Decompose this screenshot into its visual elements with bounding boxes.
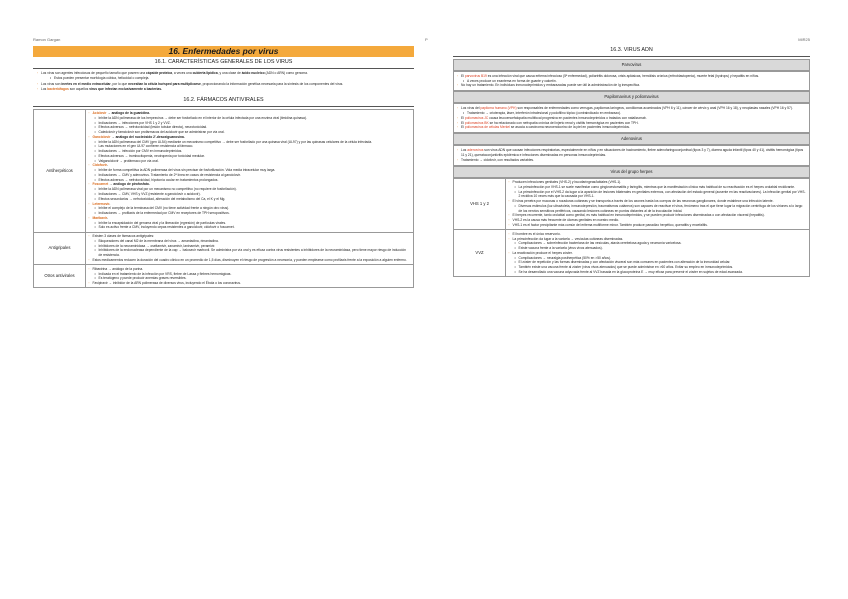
sub-bullet: • Solo es activo frente a CMV, incluyendo cepas resistentes a ganciclovir, cidofovir o foscarnet.	[89, 225, 411, 230]
morphology-note: • Estos pueden presentar morfología cúbica, helicoidal o compleja.	[37, 76, 414, 81]
bullet-item: · VHS-1 es el factor precipitante más común del eritema multiforme minor. También produce panadizo herpético, queratitis y encefalitis.	[509, 223, 807, 228]
sub-bullet: • Indicaciones → infección por CMV en inmunodeprimidos.	[89, 149, 411, 154]
sub-bullet: • También existe una vacuna frente al zóster (virus vivos atenuados) que se puede administrar en >60 años. Evitar su empleo en inmunodeprimidos.	[509, 265, 807, 270]
bullet-item: · Existen 3 clases de fármacos antigripales:	[89, 234, 411, 239]
papilloma-line-2: • Tratamiento → crioterapia, láser, interferón intralesional y podofilino tópico (contraindicado en embarazo).	[457, 111, 806, 116]
herpes-content	[506, 230, 810, 277]
antiviral-content	[86, 109, 414, 232]
sub-bullet: • Efectos adversos → nefrotoxicidad, hipotonía ocular en tratamientos prolongados.	[89, 178, 411, 183]
sub-bullet: • Inhibe la ADN polimerasa del CMV (gen UL54) mediante un mecanismo competitivo → debe ser fosforilado por una quinasa viral (UL97) y por las quinasas celulares de la célula infectada.	[89, 140, 411, 145]
sub-bullet: • Efectos secundarios → nefrotoxicidad, alteración del metabolismo del Ca, el K y el Mg.	[89, 197, 411, 202]
drug-name: Letermovir	[92, 201, 110, 206]
adenovirus-box	[453, 145, 810, 165]
sub-bullet: • La primoinfección por el VHS-2 da lugar a la aparición de lesiones bilaterales en genitales externos, con afectación del estado general (ausente en las reactivaciones). La infección genital por VHS-2 recidiva 10 veces más que la causada por VHS-1.	[509, 190, 807, 200]
left-running-header: Ramon Gargan	[33, 37, 61, 42]
bullet-item: · El hombre es el único reservorio.	[509, 232, 807, 237]
sub-bullet: • Efectos adversos → trombocitopenia, neutropenia por toxicidad medular.	[89, 154, 411, 159]
sub-bullet: • Valganciclovir → profármaco por vía oral.	[89, 159, 411, 164]
papilloma-band: Papilomavirus y poliomavirus	[453, 91, 810, 103]
parvovirus-line-2: • A veces produce un exantema en forma de guante y calcetín.	[457, 79, 806, 84]
bullet-item: · Ribavirina → análogo de la purina.	[89, 267, 411, 272]
sub-bullet: • Se ha desarrollado una vacuna adyuvada frente al VVZ basada en la glucoproteína E → muy eficaz para prevenir el zóster en sujetos de edad avanzada.	[509, 270, 807, 275]
sub-bullet: • Inhibe la ADN polimerasa de los herpesvirus → debe ser fosforilado en el interior de la célula infectada por una enzima viral (timidina quinasa).	[89, 116, 411, 121]
papilloma-line-1: · Los virus del papiloma humano (VPH) son responsables de enfermedades como verrugas, papilomas laríngeos, condilomas acuminados (VPH 6 y 11), cáncer de cérvix y anal (VPH 16 y 18), y neoplasias nasales (VPH 16 y 57).	[457, 106, 806, 111]
drug-class: .	[106, 163, 108, 168]
antiviral-content	[86, 265, 414, 288]
drug-name: Foscarnet	[92, 182, 109, 187]
antiviral-row	[34, 265, 414, 288]
sub-bullet: • Inhibe de forma competitiva la ADN polimerasa del virus sin precisar de fosforilización. Vida media intracelular muy larga.	[89, 168, 411, 173]
herpes-row	[454, 230, 810, 277]
bullet-item: · VHS-2 es la causa más frecuente de úlceras genitales en nuestro medio.	[509, 218, 807, 223]
antiviral-row	[34, 109, 414, 232]
bullet-item: · La reactivación produce el herpes zóster.	[509, 251, 807, 256]
drug-name: Maribavir	[92, 215, 107, 220]
parvovirus-band: Parvovirus	[453, 59, 810, 71]
sub-bullet: • Bloqueadores del canal M2 de la membrana del virus → amantadina, rimantadina.	[89, 239, 411, 244]
sub-bullet: • Indicada en el tratamiento de la infección por VRS, fiebre de Lassa y fiebres hemorrágicas.	[89, 272, 411, 277]
adenovirus-line-1: · Los adenovirus son virus ADN que causan infecciones respiratorias, especialmente en niños y en situaciones de hacinamiento, fiebre adenofaringoconjuntival (tipos 3 y 7), diarrea aguda infantil (tipos 40 y 41), cistitis hemorrágica (tipos 11 y 21), queratoconjuntivitis epidémica e infecciones diseminadas en personas inmunodeprimidas.	[457, 148, 806, 158]
papilloma-box	[453, 103, 810, 133]
antiviral-category: Antiherpéticos	[34, 109, 86, 232]
papilloma-line-4: · El poliomavirus BK se ha relacionado con nefropatía crónica del injerto renal y cistitis hemorrágica en pacientes con TPH.	[457, 121, 806, 126]
drug-name: Cidofovir	[92, 163, 107, 168]
antiviral-content	[86, 232, 414, 265]
antiviral-row	[34, 232, 414, 265]
sub-bullet: • Indicaciones → CMV y adenovirus. Tratamiento de 2ª línea en casos de resistencia al ganciclovir.	[89, 173, 411, 178]
herpes-band: Virus del grupo herpes	[453, 166, 810, 178]
adenovirus-band: Adenovirus	[453, 133, 810, 145]
bacteriophage-paragraph: · Los bacteriófagos son aquellos virus que infectan exclusivamente a bacterias.	[37, 87, 414, 92]
drug-name: Aciclovir	[92, 111, 107, 115]
antiviral-category: Otros antivirales	[34, 265, 86, 288]
chapter-title: 16. Enfermedades por virus	[33, 46, 414, 57]
herpes-content	[506, 178, 810, 230]
sub-bullet: • El zóster de repetición y las formas diseminadas y con afectación visceral son más comunes en pacientes con alteración de la inmunidad celular.	[509, 260, 807, 265]
parvovirus-box	[453, 71, 810, 91]
sub-bullet: • Inhibe el complejo de la terminasa del CMV (no tiene actividad frente a ningún otro virus).	[89, 206, 411, 211]
herpes-category: VHS 1 y 2	[454, 178, 506, 230]
papilloma-line-5: · El poliomavirus de células Merkel se asocia a carcinoma neuroendocrino de la piel en pacientes inmunodeprimidos.	[457, 125, 806, 130]
right-page	[424, 0, 848, 599]
herpes-row	[454, 178, 810, 230]
antiviral-drugs-table	[33, 109, 414, 289]
right-page-marker: P	[425, 37, 428, 42]
bullet-item: · Producen infecciones genitales (VHS-2) y bucofaríngeas/labiales (VHS-1).	[509, 180, 807, 185]
sub-bullet: • Complicaciones → neuralgia postherpética (50% en >50 años).	[509, 256, 807, 261]
sub-bullet: • Inhibidores de la endonucleasa dependiente de la cap → baloxavir marboxil. Se administra por vía oral y es eficaz contra virus resistentes a inhibidores de la neuraminidasa, pero tiene mayor riesgo de inducción de resistencia.	[89, 248, 411, 258]
sub-bullet: • Inhibe la ADN polimerasa viral por un mecanismo no competitivo (no requiere de fosforilación).	[89, 187, 411, 192]
sub-bullet: • Existe vacuna frente a la varicela (virus vivos atenuados).	[509, 246, 807, 251]
bullet-item: · La primoinfección da lugar a la varicela → vesículas cutáneas diseminadas.	[509, 237, 807, 242]
virus-definition-paragraph: · Los virus son agentes infecciosos de pequeño tamaño que poseen una cápside proteica, a veces una cubierta lipídica, y una clase de ácido nucleico (ADN o ARN) como genoma.	[37, 71, 414, 76]
drug-class: .	[106, 215, 108, 220]
sub-bullet: • Indicaciones → CMV, VHS y VVZ (resistente a ganciclovir o aciclovir).	[89, 192, 411, 197]
sub-bullet: • Indicaciones → profilaxis de la enfermedad por CMV en receptores de TPH seropositivos.	[89, 211, 411, 216]
inert-paragraph: · Los virus son inertes en el medio extracelular, por lo que necesitan la célula huésped para multiplicarse, proporcionando la información genética necesaria para la síntesis de los componentes del virus.	[37, 82, 414, 87]
sub-bullet: • Efectos adversos → nefrotoxicidad (lesión tubular directa), neurotoxicidad.	[89, 125, 411, 130]
parvovirus-line-1: · El parvovirus B19 es una infección viral que causa eritema infeccioso (5ª enfermedad), poliartritis dolorosa, crisis aplásicas, hemólisis crónica (eritroblastopenia), muerte fetal (hydrops) y hepatitis en niños.	[457, 74, 806, 79]
section-16-3-title: 16.3. VIRUS ADN	[453, 45, 810, 57]
parvovirus-line-3: · No hay un tratamiento. En individuos inmunodeprimidos y embarazadas puede ser útil la administración de Ig inespecífica.	[457, 83, 806, 88]
drug-name: Ganciclovir	[92, 134, 111, 139]
sub-bullet: • Inhibe la encapsidación del genoma viral y la liberación (egresión) de partículas virales.	[89, 221, 411, 226]
adenovirus-line-2: · Tratamiento → cidofovir, con resultados variables.	[457, 158, 806, 163]
antiviral-category: Antigripales	[34, 232, 86, 265]
drug-class: → análogo del nucleósido 2'-desoxiguanosina.	[110, 134, 185, 139]
bullet-item: · El virus penetra por mucosas o rozaduras cutáneas y se transporta a través de los axones hasta los cuerpos de las neuronas ganglionares, donde establece una infección latente.	[509, 199, 807, 204]
bullet-item: · El herpes recurrente, tanto orolabial como genital, es más habitual en inmunodeprimidos, y se pueden producir infecciones diseminadas o con afectación visceral (hepatitis).	[509, 213, 807, 218]
drug-class: → análogo de la guanidina.	[106, 111, 151, 115]
sub-bullet: • Es teratógeno y puede producir anemias graves reversibles.	[89, 276, 411, 281]
section-16-2-title: 16.2. FÁRMACOS ANTIVIRALES	[33, 95, 414, 107]
sub-bullet: • La primoinfección por VHS-1 se suele manifestar como gingivoestomatitis y faringitis, mientras que la manifestación clínica más habitual de su reactivación es el herpes orolabial recidivante.	[509, 185, 807, 190]
sub-bullet: • Caledclovir y famciclovir son profármacos del aciclovir que se administran por vía oral.	[89, 130, 411, 135]
drug-class: → análogo de pirofosfato.	[108, 182, 150, 187]
sub-bullet: • Diversos estímulos (luz ultravioleta, inmunodepresión, traumatismos cutáneos) son capaces de reactivar el virus, fenómeno tras el que tiene lugar la migración centrífuga de los viriones a lo largo de los nervios sensitivos periféricos, causando lesiones cutáneas en puntos distantes al de la inoculación inicial.	[509, 204, 807, 214]
papilloma-line-3: · El poliomavirus JC causa leucoencefalopatía multifocal progresiva en pacientes inmunodeprimidos o tratados con natalizumab.	[457, 116, 806, 121]
bullet-item: · Favipiravir → inhibidor de la ARN polimerasa de diversos virus, incluyendo el Ébola o los coronavirus.	[89, 281, 411, 286]
sub-bullet: • Indicaciones → infecciones por VHS 1 y 2 y VVZ.	[89, 121, 411, 126]
bullet-item: · Estos medicamentos reducen la duración del cuadro clínico en un promedio de 1,5 días, disminuyen el riesgo de progresión a neumonía, y pueden emplearse como profilaxis frente a la exposición a alguien enfermo.	[89, 258, 411, 263]
sub-bullet: • Inhibidores de la neuraminidasa → oseltamivir, zanamivir, laninamivir, peramivir.	[89, 244, 411, 249]
right-running-header: MIR25	[798, 37, 810, 42]
herpes-table	[453, 178, 810, 278]
drug-class: .	[109, 201, 111, 206]
sub-bullet: • Complicaciones → sobreinfección bacteriana de las vesículas, ataxia cerebelosa aguda y neumonía varicelosa.	[509, 241, 807, 246]
sub-bullet: • Las mutaciones en el gen UL97 confieren resistencia al fármaco.	[89, 144, 411, 149]
section-16-1-title: 16.1. CARACTERÍSTICAS GENERALES DE LOS VIRUS	[33, 57, 414, 69]
herpes-category: VVZ	[454, 230, 506, 277]
